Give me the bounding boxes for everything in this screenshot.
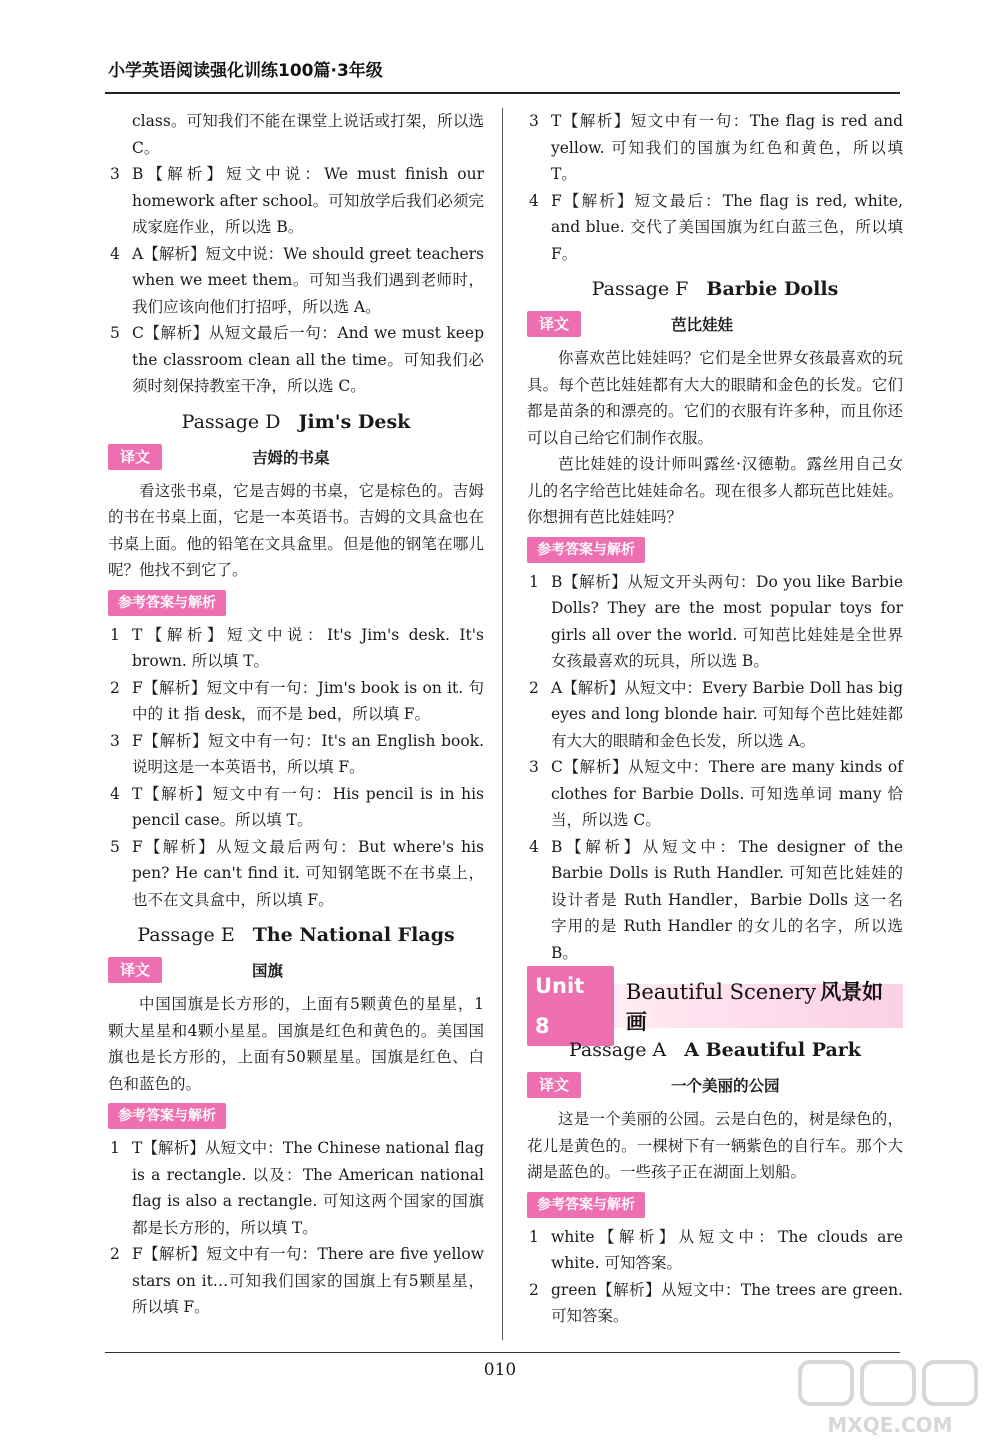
answer-number: 4 <box>529 837 539 856</box>
answer-text: A【解析】短文中说：We should greet teachers when we meet them。可知当我们遇到老师时，我们应该向他们打招呼，所以选 A。 <box>132 244 484 316</box>
answer-item <box>527 569 903 675</box>
answer-text: B【解析】从短文开头两句：Do you like Barbie Dolls? They are the most popular toys for girls all over the world. 可知芭比娃娃是全世界女孩最喜欢的玩具，所以选 B。 <box>551 572 903 670</box>
translation-heading <box>108 955 484 985</box>
answers-tag: 参考答案与解析 <box>527 537 645 563</box>
translation-paragraph: 这是一个美丽的公园。云是白色的，树是绿色的，花儿是黄色的。一棵树下有一辆紫色的自行车。那个大湖是蓝色的。一些孩子正在湖面上划船。 <box>527 1110 903 1181</box>
answer-text: green【解析】从短文中：The trees are green. 可知答案。 <box>551 1280 903 1325</box>
answer-item <box>527 1277 903 1330</box>
answer-item <box>108 1135 484 1241</box>
page-header-title: 小学英语阅读强化训练100篇·3年级 <box>108 61 383 81</box>
watermark-logo-icon <box>790 1356 990 1440</box>
answer-number: 4 <box>110 784 120 803</box>
translation-paragraph: 中国国旗是长方形的，上面有5颗黄色的星星，1颗大星星和4颗小星星。国旗是红色和黄色的。美国国旗也是长方形的，上面有50颗星星。国旗是红色、白色和蓝色的。 <box>108 995 484 1093</box>
answer-number: 2 <box>110 1245 120 1263</box>
unit-title-cn: 风景如画 <box>625 979 884 1034</box>
translation-heading <box>527 1070 903 1100</box>
answer-number: 4 <box>110 244 120 263</box>
answer-text: F【解析】短文最后：The flag is red, white, and blue. 交代了美国国旗为红白蓝三色，所以填 F。 <box>551 191 903 263</box>
translation-title: 吉姆的书桌 <box>252 448 330 467</box>
passage-name: Jim's Desk <box>298 410 411 433</box>
translation-paragraph: 看这张书桌，它是吉姆的书桌，它是棕色的。吉姆的书在书桌上面，它是一本英语书。吉姆的文具盒也在书桌上面。他的铅笔在文具盒里。但是他的钢笔在哪儿呢？他找不到它了。 <box>108 481 484 579</box>
answer-text: T【解析】短文中有一句：The flag is red and yellow. 可知我们的国旗为红色和黄色，所以填 T。 <box>551 112 903 183</box>
answer-number: 5 <box>110 324 120 342</box>
translation-tag: 译文 <box>108 957 162 983</box>
translation-paragraph: 你喜欢芭比娃娃吗？它们是全世界女孩最喜欢的玩具。每个芭比娃娃都有大大的眼睛和金色的长发。它们都是苗条的和漂亮的。它们的衣服有许多种，而且你还可以自己给它们制作衣服。 <box>527 349 903 447</box>
answer-item <box>527 834 903 967</box>
passage-label: Passage E <box>137 924 235 946</box>
passage-f-title <box>527 275 903 303</box>
passage-a-title <box>527 1036 903 1064</box>
passage-e-title <box>108 921 484 949</box>
answer-number: 3 <box>529 112 539 130</box>
translation-title: 一个美丽的公园 <box>671 1077 780 1095</box>
passage-name: The National Flags <box>252 924 455 946</box>
translation-tag: 译文 <box>527 311 581 337</box>
unit-banner <box>527 974 903 1038</box>
answer-item <box>108 781 484 834</box>
answer-item-continued: class。可知我们不能在课堂上说话或打架，所以选 C。 <box>132 112 484 157</box>
answer-text: F【解析】短文中有一句：There are five yellow stars on it…可知我们国家的国旗上有5颗星星，所以填 F。 <box>132 1245 484 1316</box>
passage-label: Passage F <box>591 278 689 300</box>
answer-number: 1 <box>110 625 120 644</box>
right-column <box>527 108 903 1330</box>
answer-number: 2 <box>529 1280 539 1299</box>
answer-text: B【解析】从短文中：The designer of the Barbie Dolls is Ruth Handler. 可知芭比娃娃的设计者是 Ruth Handler，Barbie Dolls 这一名字用的是 Ruth Handler 的女儿的名字，所以选 B。 <box>551 837 903 962</box>
column-divider <box>502 108 503 1340</box>
answer-item <box>108 728 484 781</box>
answer-number: 5 <box>110 837 120 856</box>
passage-d-title <box>108 408 484 436</box>
answer-item <box>527 108 903 188</box>
answer-item <box>527 188 903 268</box>
passage-label: Passage D <box>181 410 281 433</box>
answer-text: T【解析】从短文中：The Chinese national flag is a rectangle. 以及：The American national flag is also a rectangle. 可知这两个国家的国旗都是长方形的，所以填 T。 <box>132 1139 484 1237</box>
answers-tag: 参考答案与解析 <box>527 1192 645 1218</box>
unit-title <box>626 976 903 1036</box>
answer-text: F【解析】短文中有一句：Jim's book is on it. 句中的 it 指 desk，而不是 bed，所以填 F。 <box>132 678 484 723</box>
answers-tag: 参考答案与解析 <box>108 590 226 616</box>
footer-rule <box>105 1352 900 1353</box>
unit-badge: Unit 8 <box>527 966 614 1046</box>
answer-text: T【解析】短文中有一句：His pencil is in his pencil case。所以填 T。 <box>132 784 484 829</box>
answer-item <box>108 1241 484 1321</box>
passage-name: Barbie Dolls <box>706 278 839 300</box>
answer-number: 1 <box>529 572 539 591</box>
answer-item <box>108 241 484 321</box>
answer-text: F【解析】短文中有一句：It's an English book. 说明这是一本英语书，所以填 F。 <box>132 731 484 776</box>
answer-text: C【解析】从短文中：There are many kinds of clothes for Barbie Dolls. 可知选单词 many 恰当，所以选 C。 <box>551 758 903 829</box>
answer-number: 4 <box>529 191 539 210</box>
answer-item <box>108 161 484 241</box>
translation-title: 国旗 <box>252 962 284 980</box>
passage-label: Passage A <box>569 1039 667 1061</box>
answer-number: 2 <box>529 678 539 697</box>
answer-text: B【解析】短文中说：We must finish our homework after school。可知放学后我们必须完成家庭作业，所以选 B。 <box>132 165 484 236</box>
watermark-text: MXQE.COM <box>827 1413 953 1437</box>
translation-heading <box>108 442 484 472</box>
answer-item <box>527 1224 903 1277</box>
page-number: 010 <box>483 1360 517 1380</box>
answer-item <box>108 675 484 728</box>
answer-number: 1 <box>110 1139 120 1157</box>
answer-number: 3 <box>529 758 539 776</box>
answer-number: 2 <box>110 678 120 697</box>
answer-text: white【解析】从短文中：The clouds are white. 可知答案。 <box>551 1227 903 1272</box>
translation-heading <box>527 309 903 339</box>
answer-number: 3 <box>110 731 120 750</box>
answer-text: A【解析】从短文中：Every Barbie Doll has big eyes and long blonde hair. 可知每个芭比娃娃都有大大的眼睛和金色长发，所以选 A。 <box>551 678 903 750</box>
answers-tag: 参考答案与解析 <box>108 1103 226 1129</box>
answer-item <box>527 675 903 755</box>
answer-item <box>108 622 484 675</box>
answer-number: 3 <box>110 165 120 183</box>
passage-name: A Beautiful Park <box>684 1039 861 1061</box>
answer-item <box>108 834 484 914</box>
answer-text: T【解析】短文中说：It's Jim's desk. It's brown. 所以填 T。 <box>132 625 484 670</box>
translation-tag: 译文 <box>527 1072 581 1098</box>
translation-title: 芭比娃娃 <box>671 316 734 334</box>
answer-text: C【解析】从短文最后一句：And we must keep the classroom clean all the time。可知我们必须时刻保持教室干净，所以选 C。 <box>132 324 484 395</box>
header-rule <box>105 92 900 94</box>
answer-number: 1 <box>529 1227 539 1246</box>
answer-item <box>108 320 484 400</box>
answer-text: F【解析】从短文最后两句：But where's his pen? He can't find it. 可知钢笔既不在书桌上，也不在文具盒中，所以填 F。 <box>132 837 484 909</box>
left-column <box>108 108 484 1321</box>
unit-title-en: Beautiful Scenery <box>625 980 817 1004</box>
translation-paragraph: 芭比娃娃的设计师叫露丝·汉德勒。露丝用自己女儿的名字给芭比娃娃命名。现在很多人都玩芭比娃娃。你想拥有芭比娃娃吗？ <box>527 455 903 526</box>
translation-tag: 译文 <box>108 444 162 470</box>
answer-item <box>527 754 903 834</box>
